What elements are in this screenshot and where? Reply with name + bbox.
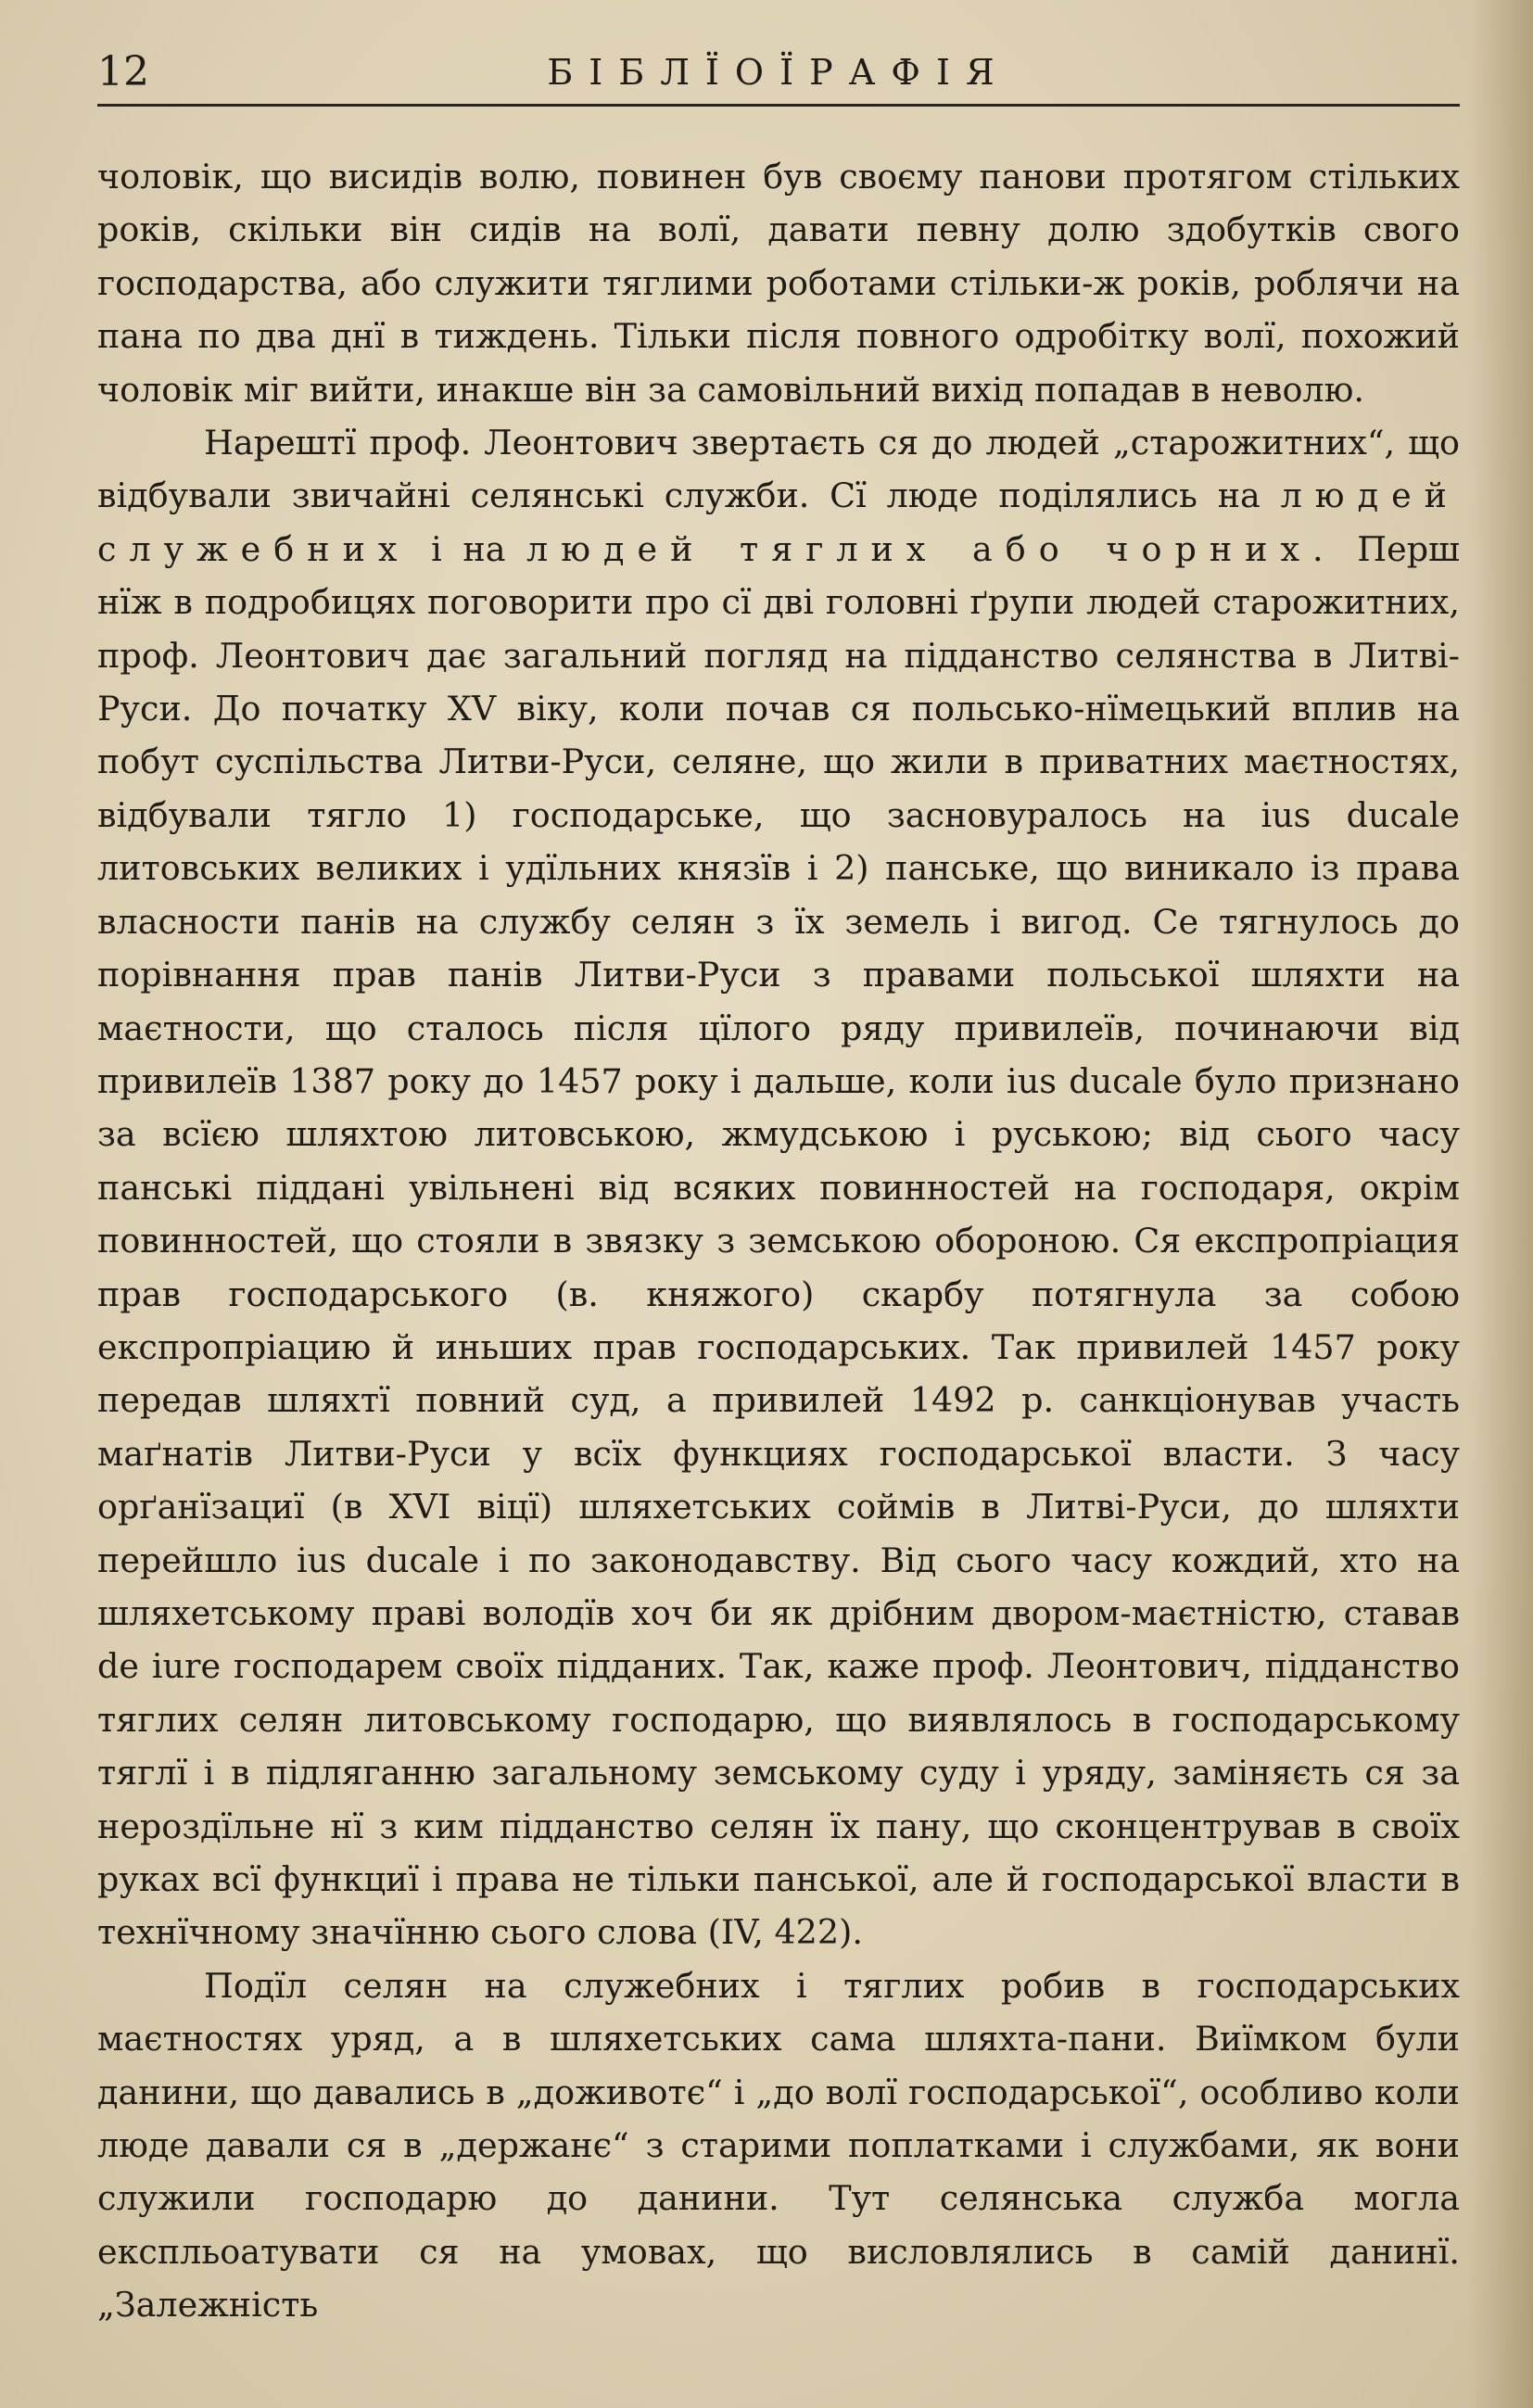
paragraph-3: Подїл селян на служебних і тяглих робив в господарських маєтностях уряд, а в шляхетських сама шляхта-пани. Виїмком були данини, що давались в „доживотє“ і „до волї господарської“, особливо коли люде давали ся в „держанє“ з старими поплатками і службами, як вони служили господарю до данини. Тут селянська служба могла експльоатувати ся на умовах, що висловлялись в самій данинї. „Залежність: [97, 1965, 1460, 2326]
paragraph-2-text-b: і на: [410, 528, 527, 569]
spaced-term-service-people: людей служебних: [97, 475, 1460, 569]
header-rule: [97, 104, 1460, 107]
body-text: [97, 150, 1460, 2332]
page-header: [97, 44, 1460, 109]
running-title: БІБЛЇОЇРАФІЯ: [547, 52, 1010, 93]
paragraph-1: чоловік, що висидів волю, повинен був своєму панови протягом стільких років, скільки він сидів на волї, давати певну долю здобутків свого господарства, або служити тяглими роботами стільки-ж років, роблячи на пана по два днї в тиждень. Тільки після повного одробітку волї, похожий чоловік міг вийти, инакше він за самовільний вихід попадав в неволю.: [97, 157, 1460, 410]
paragraph-2-text-c: Перш нїж в подробицях поговорити про сї дві головні ґрупи людей старожитних, проф. Леонтович дає загальний погляд на підданство селянства в Литві-Руси. До початку XV віку, коли почав ся польсько-нїмецький вплив на побут суспільства Литви-Руси, селяне, що жили в приватних маєтностях, відбували тягло 1) господарське, що засновуралось на ius ducale литовських великих і удїльних князїв і 2) панське, що виникало із права власности панів на службу селян з їх земель і вигод. Се тягнулось до порівнання прав панів Литви-Руси з правами польської шляхти на маєтности, що сталось після цїлого ряду привилеїв, починаючи від привилеїв 1387 року до 1457 року і дальше, коли ius ducale було признано за всїєю шляхтою литовською, жмудською і руською; від сього часу панські піддані увільнені від всяких повинностей на господаря, окрім повинностей, що стояли в звязку з земською обороною. Ся експропріация прав господарського (в. княжого) скарбу потягнула за собою експропріацию й иньших прав господарських. Так привилей 1457 року передав шляхтї повний суд, а привилей 1492 р. санкціонував участь маґнатів Литви-Руси у всїх функциях господарської власти. З часу орґанїзациї (в XVI віцї) шляхетських соймів в Литві-Руси, до шляхти перейшло ius ducale і по законодавству. Від сього часу кождий, хто на шляхетському праві володїв хоч би як дрібним двором-маєтністю, ставав de iure господарем своїх підданих. Так, каже проф. Леонтович, підданство тяглих селян литовському господарю, що виявлялось в господарському тяглї і в підляганню загальному земському суду і уряду, заміняєть ся за нероздїльне нї з ким підданство селян їх пану, що сконцентрував в своїх руках всї функциї і права не тільки панської, але й господарської власти в технїчному значїнню сього слова (IV, 422).: [97, 528, 1460, 1953]
page-edge-shadow: [1468, 0, 1533, 2408]
paragraph-2: [97, 416, 1460, 1959]
paragraph-2-text-a: Нарештї проф. Леонтович звертаєть ся до людей „старожитних“, що відбували звичайні селянські служби. Сї люде поділялись на: [97, 423, 1460, 516]
page-number: 12: [97, 48, 149, 95]
spaced-term-draft-people: людей тяглих або чорних.: [526, 528, 1337, 569]
